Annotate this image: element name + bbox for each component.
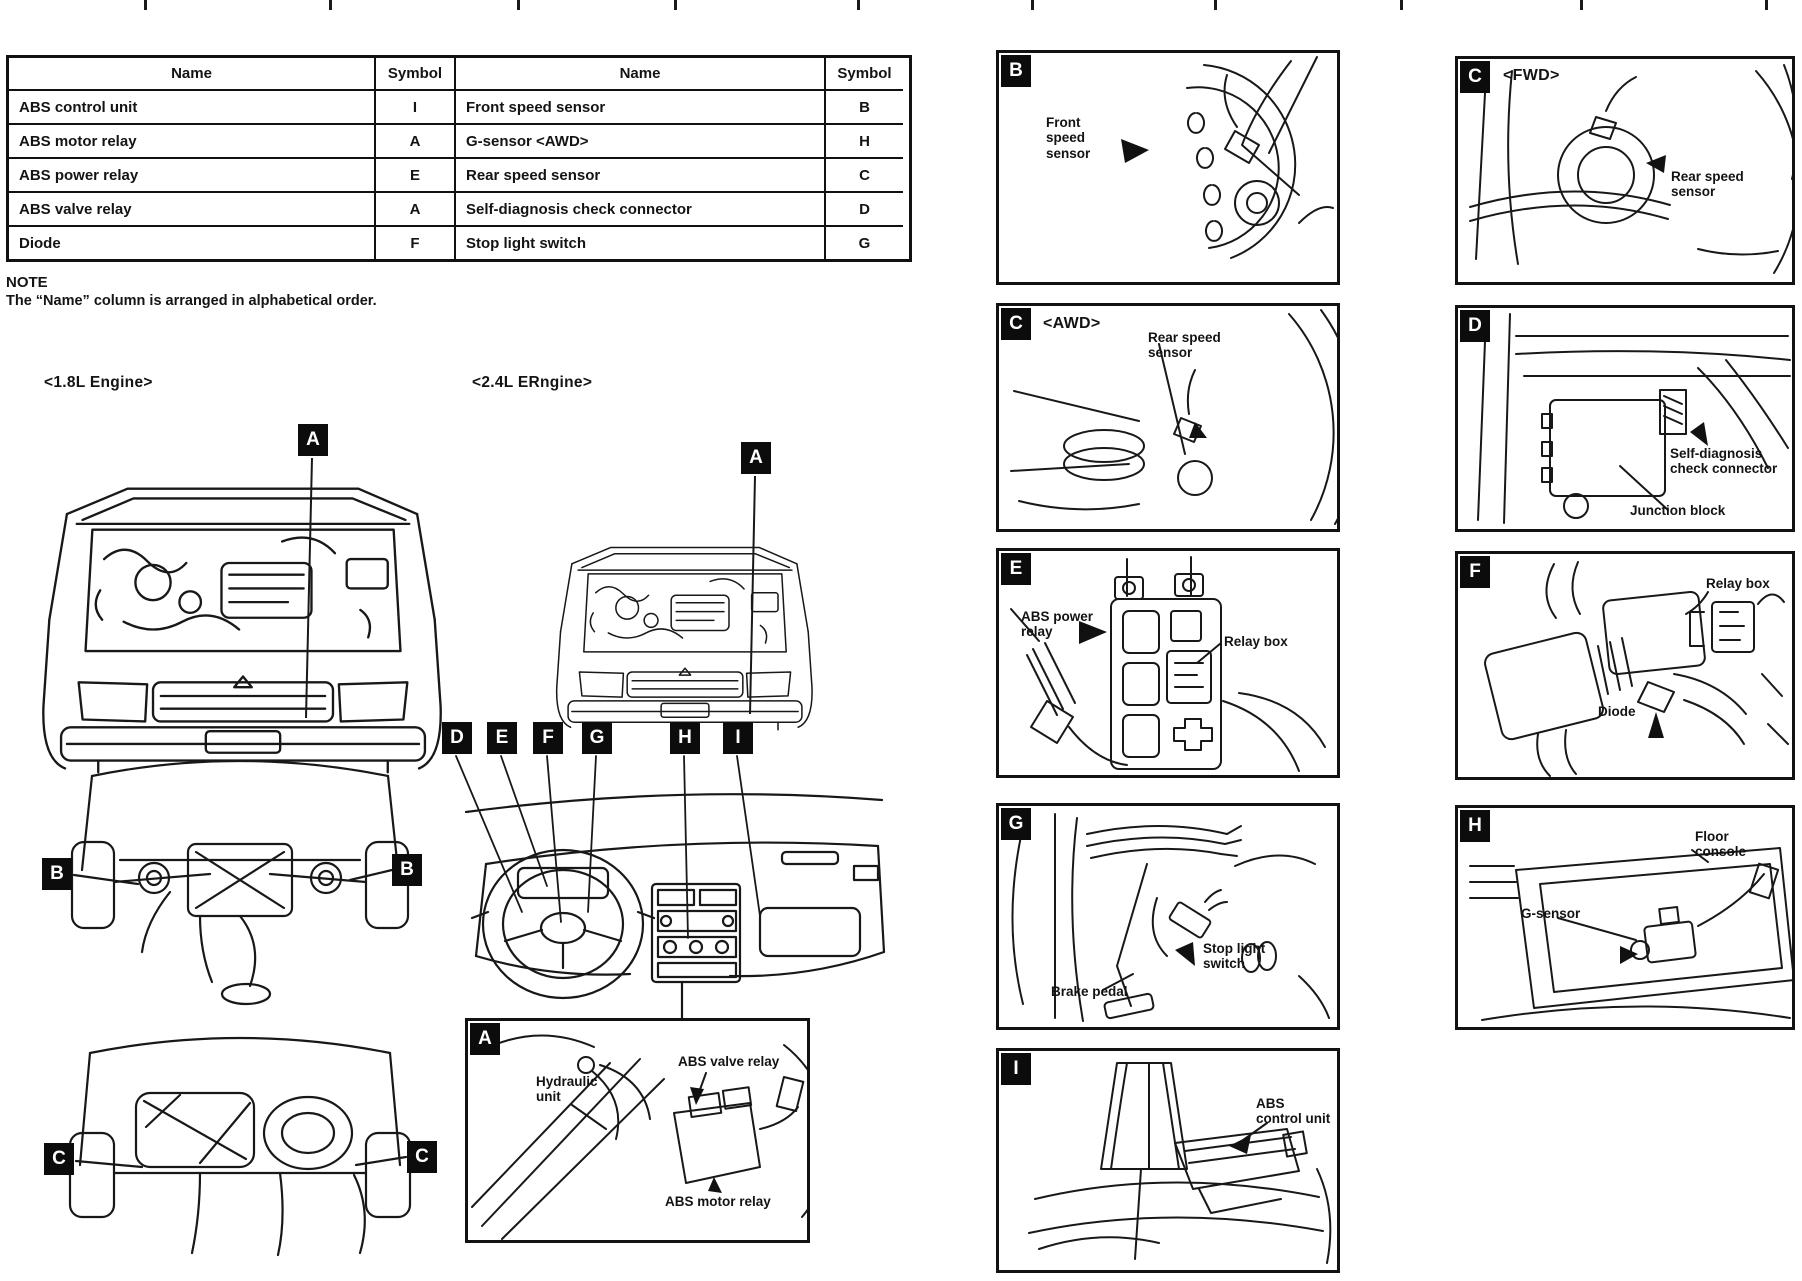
panel-e-abs-power-relay: [996, 548, 1340, 778]
table-header-name-left: Name: [9, 58, 376, 91]
page-edge-tick: [1580, 0, 1583, 10]
panel-i-sketch: [999, 1051, 1337, 1270]
table-cell: G: [858, 234, 871, 252]
label-abs-motor-relay: ABS motor relay: [665, 1194, 771, 1209]
label-abs-control-unit: [1256, 1096, 1330, 1127]
panel-d-diagnosis-connector: [1455, 305, 1795, 532]
panel-a-badge: A: [470, 1023, 500, 1055]
label-floor-console: [1695, 829, 1746, 860]
label-line: sensor: [1148, 345, 1193, 361]
note-body: The “Name” column is arranged in alphabetical order.: [6, 293, 377, 309]
panel-f-badge: F: [1460, 556, 1490, 588]
figure-front-underbody: [40, 742, 435, 1010]
panel-c-fwd-title: <FWD>: [1503, 67, 1560, 84]
front-underbody-sketch: [40, 742, 435, 1010]
table-cell: F: [376, 227, 456, 259]
figure-rear-underbody: [40, 1015, 440, 1281]
panel-d-sketch: [1458, 308, 1792, 529]
table-header-symbol-left: Symbol: [376, 58, 456, 91]
page-edge-tick: [517, 0, 520, 10]
page-edge-tick: [674, 0, 677, 10]
figure-engine-bay-18: [28, 418, 458, 788]
panel-d-badge: D: [1460, 310, 1490, 342]
label-g-sensor: G-sensor: [1521, 906, 1581, 921]
label-line: speed: [1046, 130, 1086, 146]
table-cell: ABS control unit: [9, 91, 376, 125]
table-cell: C: [826, 159, 903, 193]
label-line: switch: [1203, 956, 1246, 972]
label-diode: Diode: [1598, 704, 1636, 719]
callout-badge-d: D: [442, 722, 472, 754]
page-edge-tick: [329, 0, 332, 10]
callout-badge-f: F: [533, 722, 563, 754]
callout-badge-b: B: [42, 858, 72, 890]
table-cell: E: [376, 159, 456, 193]
panel-c-awd-title: <AWD>: [1043, 315, 1101, 332]
page-edge-tick: [1400, 0, 1403, 10]
label-line: console: [1695, 844, 1747, 860]
panel-a-hydraulic-unit: [465, 1018, 810, 1243]
note-title: NOTE: [6, 274, 48, 291]
panel-b-sketch: [999, 53, 1337, 282]
label-brake-pedal: Brake pedal: [1051, 984, 1128, 999]
label-stop-light-switch: [1203, 941, 1265, 972]
table-cell: Front speed sensor: [456, 91, 826, 125]
engine-24-title: <2.4L ERngine>: [472, 374, 593, 391]
panel-g-stop-light-switch: [996, 803, 1340, 1030]
panel-e-sketch: [999, 551, 1337, 775]
label-line: Stop light: [1203, 941, 1266, 956]
engine-18-title: <1.8L Engine>: [44, 374, 153, 391]
callout-badge-a: A: [298, 424, 328, 456]
label-line: sensor: [1671, 184, 1716, 200]
panel-i-abs-control-unit: [996, 1048, 1340, 1273]
label-line: ABS power: [1021, 609, 1094, 624]
label-line: sensor: [1046, 145, 1091, 161]
rear-underbody-sketch: [40, 1015, 440, 1281]
table-cell: Rear speed sensor: [456, 159, 826, 193]
component-symbol-table: [6, 55, 912, 262]
label-line: Self-diagnosis: [1670, 446, 1763, 461]
panel-h-badge: H: [1460, 810, 1490, 842]
dashboard-sketch: [430, 716, 890, 1020]
panel-b-badge: B: [1001, 55, 1031, 87]
panel-h-g-sensor: [1455, 805, 1795, 1030]
page-edge-tick: [1765, 0, 1768, 10]
label-self-diagnosis-connector: [1670, 446, 1777, 477]
panel-c-awd-badge: C: [1001, 308, 1031, 340]
label-junction-block: Junction block: [1630, 503, 1726, 518]
label-line: Rear speed: [1671, 169, 1744, 184]
callout-badge-a: A: [741, 442, 771, 474]
label-line: control unit: [1256, 1111, 1331, 1127]
table-cell: I: [376, 91, 456, 125]
panel-c-fwd-rear-speed-sensor: [1455, 56, 1795, 285]
figure-dashboard: [430, 716, 890, 1020]
label-line: ABS: [1256, 1096, 1285, 1111]
table-cell: A: [376, 193, 456, 227]
page-edge-tick: [857, 0, 860, 10]
table-cell: Stop light switch: [456, 227, 826, 259]
panel-c-fwd-badge: C: [1460, 61, 1490, 93]
callout-badge-g: G: [582, 722, 612, 754]
table-cell: D: [826, 193, 903, 227]
label-line: check connector: [1670, 461, 1778, 477]
label-relay-box: Relay box: [1706, 576, 1770, 591]
callout-badge-c: C: [44, 1143, 74, 1175]
label-line: Floor: [1695, 829, 1729, 844]
callout-badge-h: H: [670, 722, 700, 754]
table-cell: ABS valve relay: [9, 193, 376, 227]
label-line: Rear speed: [1148, 330, 1221, 345]
table-cell: H: [826, 125, 903, 159]
page-edge-tick: [1214, 0, 1217, 10]
panel-i-badge: I: [1001, 1053, 1031, 1085]
page-edge-tick: [1031, 0, 1034, 10]
panel-g-sketch: [999, 806, 1337, 1027]
label-line: Hydraulic: [536, 1074, 598, 1089]
table-cell: A: [376, 125, 456, 159]
panel-e-badge: E: [1001, 553, 1031, 585]
table-cell: ABS motor relay: [9, 125, 376, 159]
engine-bay-18-sketch: [28, 418, 458, 788]
panel-b-front-speed-sensor: [996, 50, 1340, 285]
callout-badge-e: E: [487, 722, 517, 754]
panel-g-badge: G: [1001, 808, 1031, 840]
table-cell: Diode: [9, 227, 376, 259]
label-line: Front: [1046, 115, 1081, 130]
page-edge-tick: [144, 0, 147, 10]
callout-badge-b: B: [392, 854, 422, 886]
callout-badge-c: C: [407, 1141, 437, 1173]
label-abs-power-relay: [1021, 609, 1093, 640]
table-cell: B: [826, 91, 903, 125]
panel-c-awd-rear-speed-sensor: [996, 303, 1340, 532]
table-cell: ABS power relay: [9, 159, 376, 193]
label-line: relay: [1021, 624, 1053, 640]
label-rear-speed-sensor: [1671, 169, 1744, 200]
label-abs-valve-relay: ABS valve relay: [678, 1054, 780, 1069]
label-relay-box: Relay box: [1224, 634, 1288, 649]
label-line: unit: [536, 1089, 561, 1105]
table-cell: G-sensor <AWD>: [456, 125, 826, 159]
label-hydraulic-unit: [536, 1074, 598, 1105]
table-header-symbol-right: Symbol: [826, 58, 903, 91]
table-header-name-right: Name: [456, 58, 826, 91]
label-rear-speed-sensor: [1148, 330, 1221, 361]
callout-badge-i: I: [723, 722, 753, 754]
table-cell: Self-diagnosis check connector: [456, 193, 826, 227]
label-front-speed-sensor: [1046, 115, 1090, 161]
panel-f-diode: [1455, 551, 1795, 780]
